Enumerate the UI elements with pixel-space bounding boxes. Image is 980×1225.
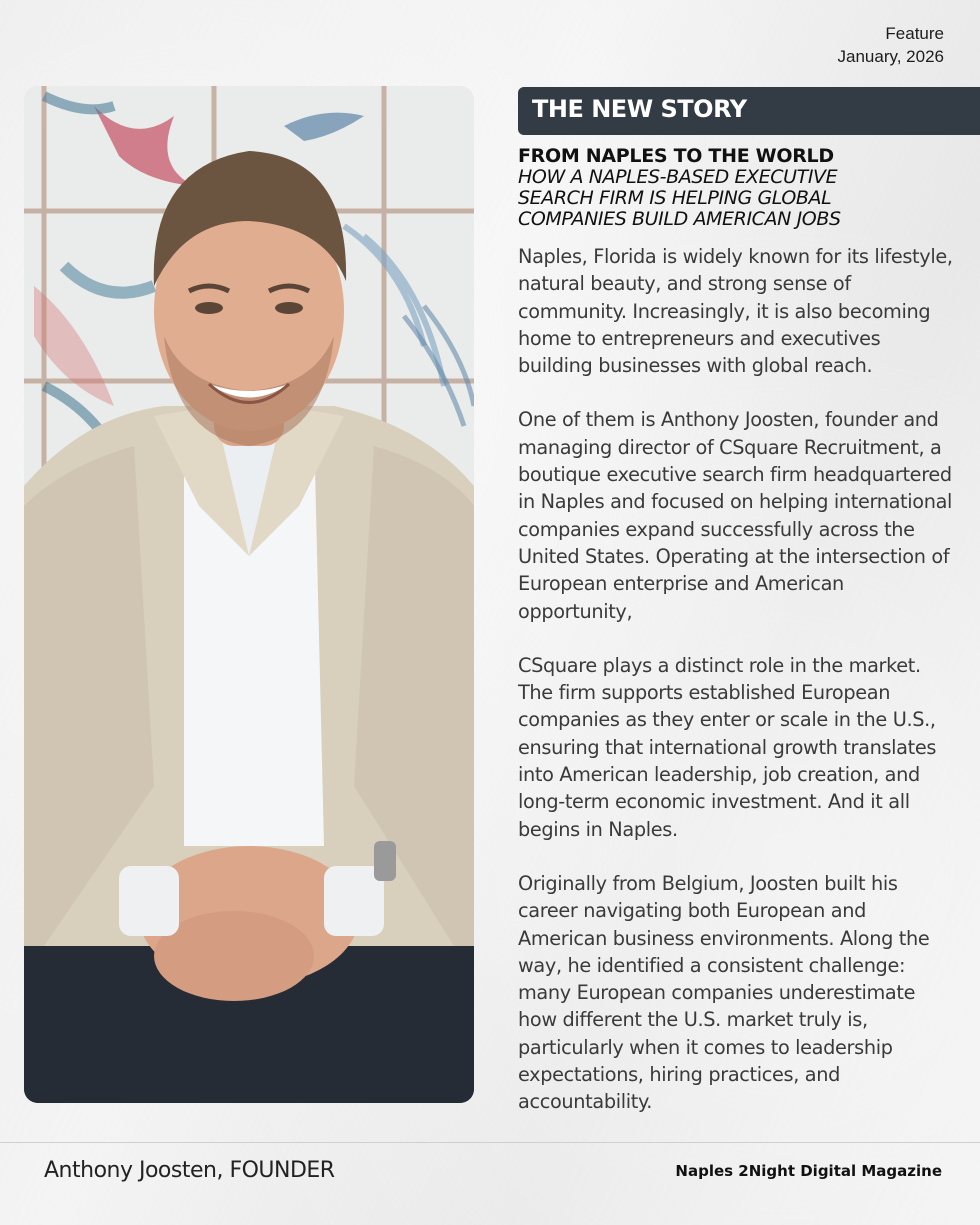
section-label: Feature: [885, 24, 944, 43]
headline-subtitle-line: COMPANIES BUILD AMERICAN JOBS: [518, 208, 841, 230]
article-paragraph: Originally from Belgium, Joosten built his career navigating both European and American business environments. Along the way, he identified a consistent challenge: many European companies underestimate how different the U.S. market truly is, particularly when it comes to leadership expectations, hiring practices, and accountability.: [518, 871, 930, 1114]
article-paragraph: One of them is Anthony Joosten, founder and managing director of CSquare Recruitment, a boutique executive search firm headquartered in Naples and focused on helping international companies expand successfully across the United States. Operating at the intersection of European enterprise and American opportunity,: [518, 408, 953, 623]
photo-caption: Anthony Joosten, FOUNDER: [44, 1158, 335, 1183]
headline-subtitle-line: HOW A NAPLES-BASED EXECUTIVE: [518, 166, 838, 188]
portrait-photo: [24, 86, 474, 1103]
banner-title: THE NEW STORY: [532, 95, 747, 123]
headline-subtitle-line: SEARCH FIRM IS HELPING GLOBAL: [518, 187, 832, 209]
article-paragraph: Naples, Florida is widely known for its lifestyle, natural beauty, and strong sense of community. Increasingly, it is also becoming home to entrepreneurs and executives building businesses with global reach.: [518, 245, 953, 378]
header-meta: [838, 22, 944, 68]
story-banner: [518, 87, 980, 135]
publication-name: Naples 2Night Digital Magazine: [675, 1162, 942, 1180]
headline-title: FROM NAPLES TO THE WORLD: [518, 145, 834, 167]
issue-date: January, 2026: [837, 47, 944, 66]
article-body: [518, 243, 958, 1143]
article-headline: [518, 146, 958, 230]
footer-divider: [0, 1142, 980, 1143]
article-paragraph: CSquare plays a distinct role in the market. The firm supports established European companies as they enter or scale in the U.S., ensuring that international growth translates into American leadership, job creation, and long-term economic investment. And it all begins in Naples.: [518, 653, 937, 841]
